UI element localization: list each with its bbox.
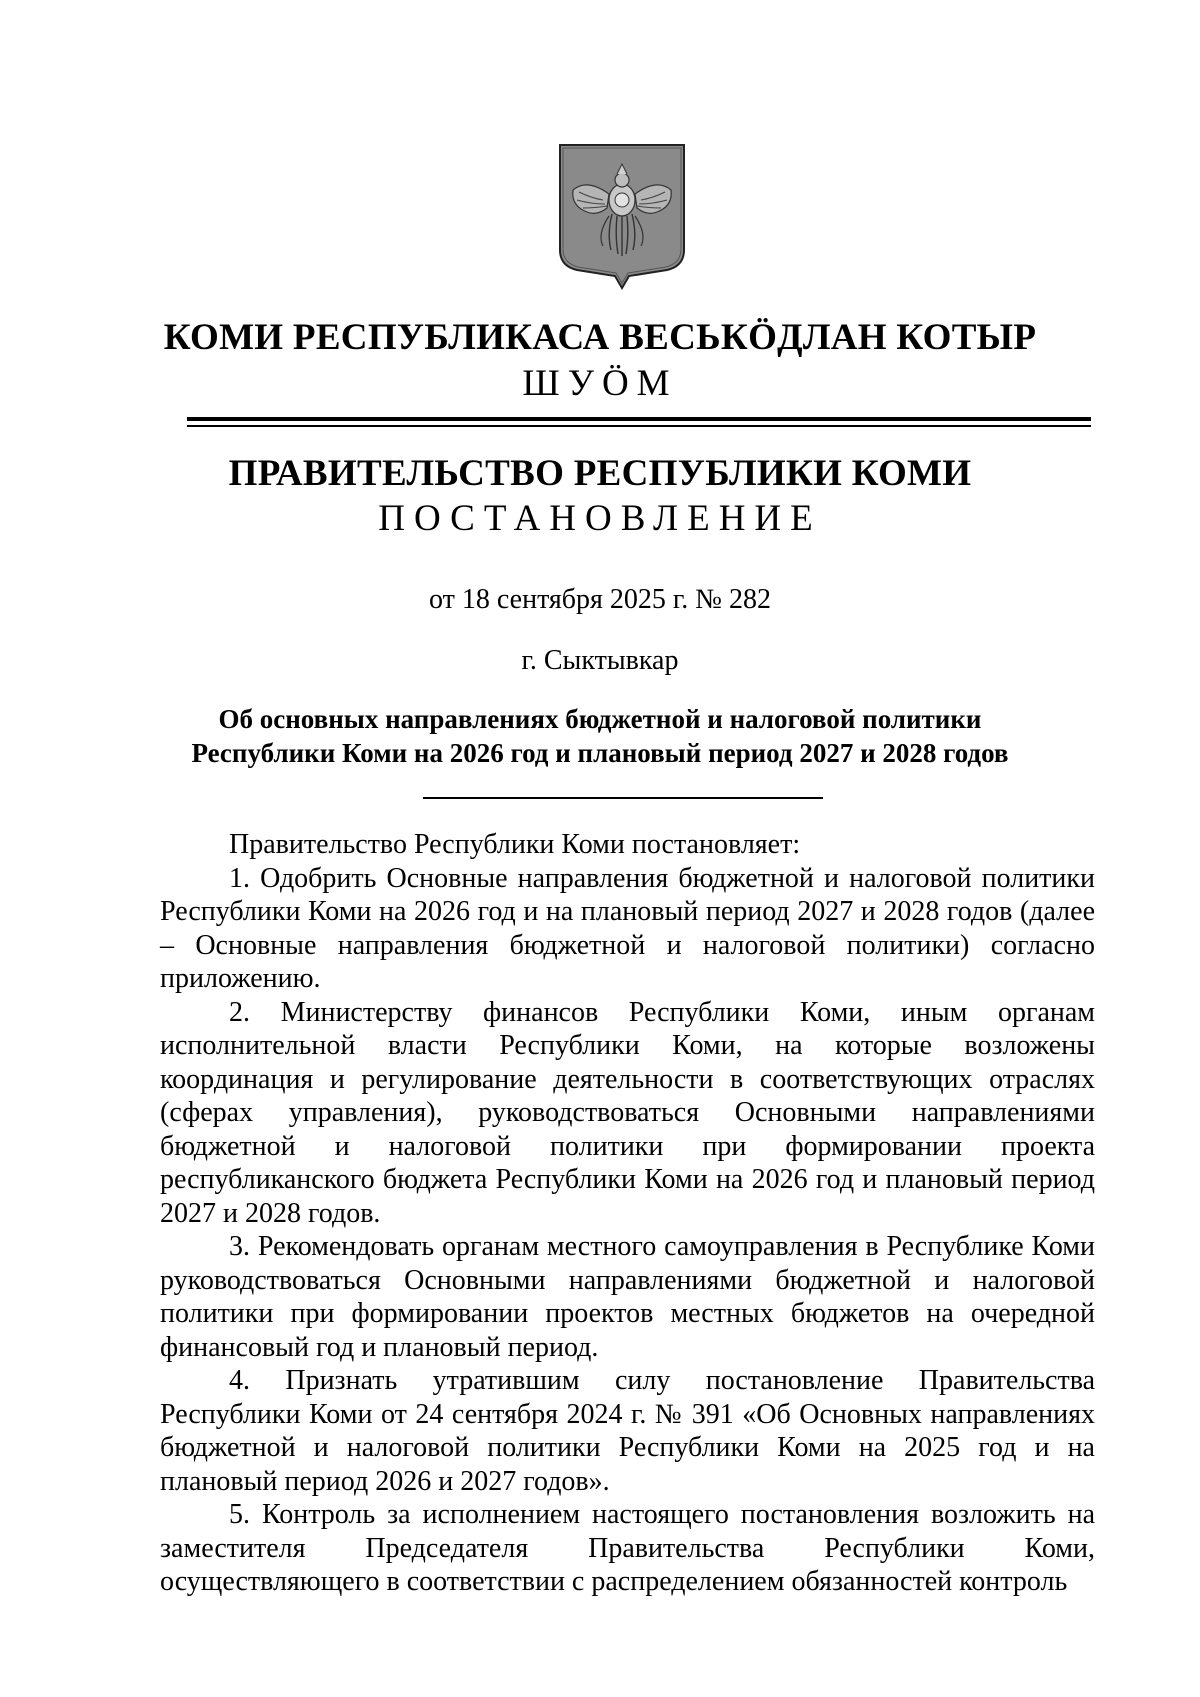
document-title-line-2: Республики Коми на 2026 год и плановый период 2027 и 2028 годов <box>191 738 1009 768</box>
body-paragraph-3: 3. Рекомендовать органам местного самоуправления в Республике Коми руководствоваться Основными направлениями бюджетной и налоговой политики при формировании проектов местных бюджетов на очередной финансовый год и плановый период. <box>160 1231 1095 1363</box>
body-paragraph-2: 2. Министерству финансов Республики Коми, иным органам исполнительной власти Республики Коми, на которые возложены координация и регулирование деятельности в соответствующих отраслях (сферах управления), руководствоваться Основными направлениями бюджетной и налоговой политики при формировании проекта республиканского бюджета Республики Коми на 2026 год и плановый период 2027 и 2028 годов. <box>160 996 1095 1229</box>
komi-government-title: КОМИ РЕСПУБЛИКАСА ВЕСЬКӦДЛАН КОТЫР <box>163 317 1037 358</box>
header-divider-thin <box>187 425 1091 427</box>
komi-document-type: ШУӦМ <box>522 363 678 404</box>
document-date-number: от 18 сентября 2025 г. № 282 <box>429 584 771 615</box>
title-underline <box>423 797 823 799</box>
body-paragraph-5: 5. Контроль за исполнением настоящего постановления возложить на заместителя Председателя Правительства Республики Коми, осуществляющего в соответствии с распределением обязанностей контроль <box>160 1499 1095 1597</box>
body-paragraph-4: 4. Признать утратившим силу постановление Правительства Республики Коми от 24 сентября 2024 г. № 391 «Об Основных направлениях бюджетной и налоговой политики Республики Коми на 2025 год и на плановый период 2026 и 2027 годов». <box>160 1365 1095 1497</box>
government-title: ПРАВИТЕЛЬСТВО РЕСПУБЛИКИ КОМИ <box>228 453 972 494</box>
body-paragraph-1: 1. Одобрить Основные направления бюджетной и налоговой политики Республики Коми на 2026 год и на плановый период 2027 и 2028 годов (далее – Основные направления бюджетной и налоговой политики) согласно приложению. <box>160 862 1095 994</box>
document-type: ПОСТАНОВЛЕНИЕ <box>378 498 822 539</box>
header-divider-thick <box>187 417 1091 421</box>
body-paragraph-intro: Правительство Республики Коми постановляет: <box>229 829 801 860</box>
document-title-line-1: Об основных направлениях бюджетной и налоговой политики <box>218 704 982 734</box>
document-city: г. Сыктывкар <box>521 645 679 676</box>
coat-of-arms-icon <box>557 142 687 290</box>
document-body <box>160 828 1095 1599</box>
